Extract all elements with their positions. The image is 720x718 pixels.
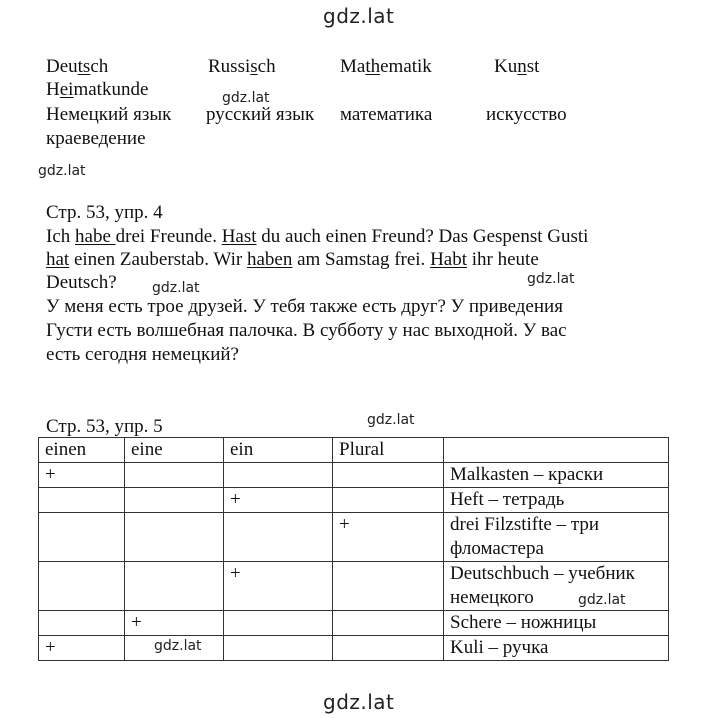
table-cell-word: Deutschbuch – учебник немецкого — [444, 562, 669, 611]
table-cell — [224, 513, 333, 562]
exercise-4-heading: Стр. 53, упр. 4 — [46, 202, 163, 223]
subject-de: Kunst — [494, 56, 540, 77]
table-header-cell: Plural — [333, 438, 444, 463]
watermark: gdz.lat — [527, 271, 575, 287]
table-cell-word: Malkasten – краски — [444, 463, 669, 488]
table-cell — [125, 636, 224, 661]
exercise-4-ru-line: есть сегодня немецкий? — [46, 344, 239, 365]
exercise-4-ru-line: У меня есть трое друзей. У тебя также есть друг? У приведения — [46, 296, 563, 317]
table-cell-word: Heft – тетрадь — [444, 488, 669, 513]
subject-ru: математика — [340, 104, 433, 125]
subject-ru: краеведение — [46, 128, 146, 149]
watermark: gdz.lat — [578, 592, 626, 608]
subject-de: Heimatkunde — [46, 79, 149, 100]
subject-ru: искусство — [486, 104, 567, 125]
subject-de: Deutsch — [46, 56, 109, 77]
table-cell: + — [333, 513, 444, 562]
table-cell: + — [125, 611, 224, 636]
table-row — [39, 488, 669, 513]
table-row — [39, 463, 669, 488]
table-cell — [224, 463, 333, 488]
watermark: gdz.lat — [222, 90, 270, 106]
table-cell: + — [224, 562, 333, 611]
watermark-bottom: gdz.lat — [323, 690, 395, 714]
table-cell — [125, 513, 224, 562]
table-cell — [333, 636, 444, 661]
table-row — [39, 611, 669, 636]
watermark: gdz.lat — [152, 280, 200, 296]
table-header-row — [39, 438, 669, 463]
table-cell — [125, 463, 224, 488]
table-cell — [39, 513, 125, 562]
table-row — [39, 562, 669, 611]
exercise-4-de-line: hat einen Zauberstab. Wir haben am Samstag frei. Habt ihr heute — [46, 249, 539, 270]
table-cell — [333, 562, 444, 611]
table-cell — [333, 611, 444, 636]
table-cell — [333, 488, 444, 513]
table-cell: + — [39, 463, 125, 488]
table-row — [39, 513, 669, 562]
table-cell — [333, 463, 444, 488]
table-header-cell — [444, 438, 669, 463]
table-cell — [125, 562, 224, 611]
subject-de: Mathematik — [340, 56, 432, 77]
table-cell — [39, 611, 125, 636]
table-cell-word: Kuli – ручка — [444, 636, 669, 661]
table-cell — [224, 611, 333, 636]
table-cell — [125, 488, 224, 513]
articles-table — [38, 437, 669, 661]
subject-de: Russisch — [208, 56, 276, 77]
table-cell: + — [224, 488, 333, 513]
subject-ru: русский язык — [206, 104, 315, 125]
watermark: gdz.lat — [38, 163, 86, 179]
table-cell — [39, 562, 125, 611]
exercise-5-heading: Стр. 53, упр. 5 — [46, 416, 163, 437]
table-cell — [39, 488, 125, 513]
exercise-4-de-line: Deutsch? — [46, 272, 117, 293]
watermark: gdz.lat — [154, 638, 202, 654]
watermark: gdz.lat — [367, 412, 415, 428]
table-header-cell: ein — [224, 438, 333, 463]
table-row — [39, 636, 669, 661]
subject-ru: Немецкий язык — [46, 104, 172, 125]
table-cell — [224, 636, 333, 661]
table-header-cell: eine — [125, 438, 224, 463]
table-cell: + — [39, 636, 125, 661]
watermark-top: gdz.lat — [323, 4, 395, 28]
table-header-cell: einen — [39, 438, 125, 463]
exercise-4-de-line: Ich habe drei Freunde. Hast du auch einen Freund? Das Gespenst Gusti — [46, 226, 589, 247]
exercise-4-ru-line: Густи есть волшебная палочка. В субботу у нас выходной. У вас — [46, 320, 567, 341]
table-cell-word: Schere – ножницы — [444, 611, 669, 636]
table-cell-word: drei Filzstifte – три фломастера — [444, 513, 669, 562]
